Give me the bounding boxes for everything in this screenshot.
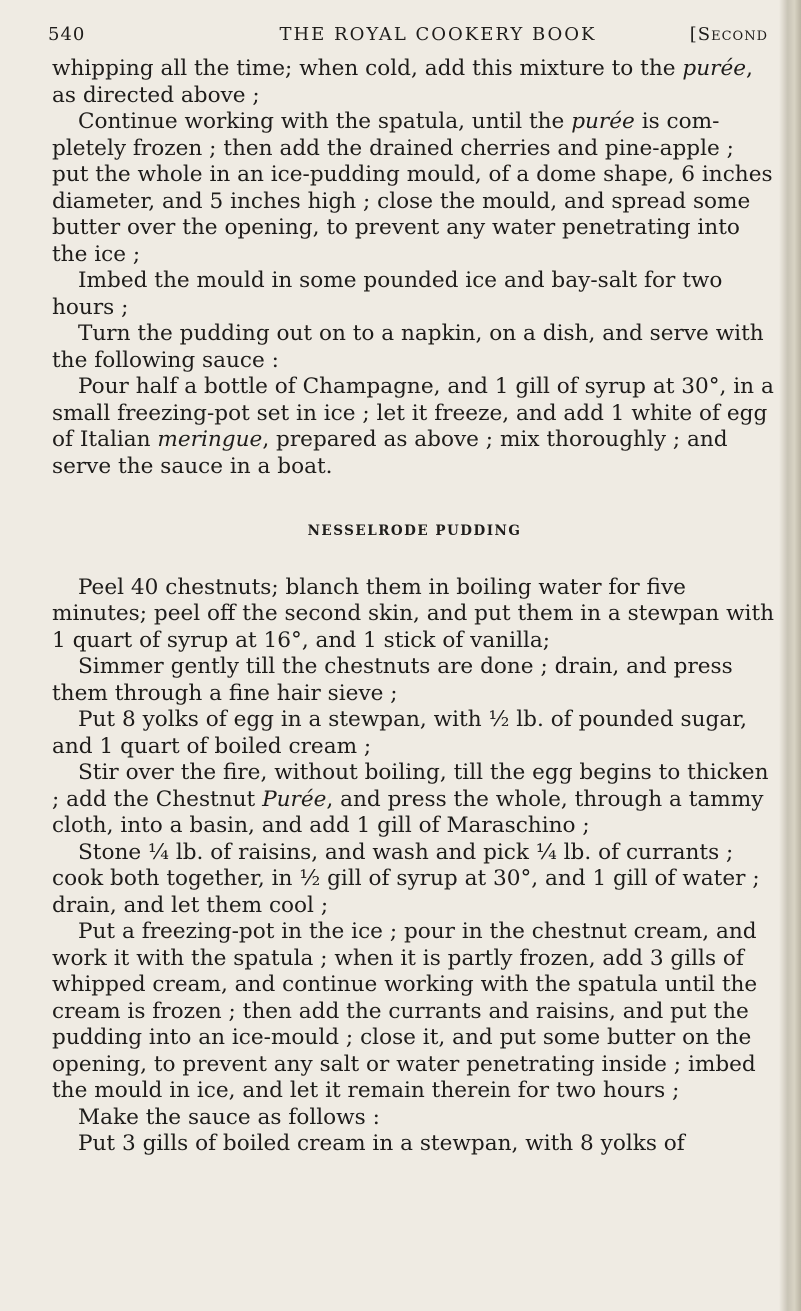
paragraph — [52, 109, 777, 268]
running-title: THE ROYAL COOKERY BOOK — [279, 24, 597, 45]
recipe-text-before — [52, 56, 777, 480]
text-run: Make the sauce as follows : — [78, 1104, 380, 1130]
text-run: Put 3 gills of boiled cream in a stewpan, with 8 yolks of — [78, 1131, 685, 1156]
text-run: whipping all the time; when cold, add this mixture to the — [52, 56, 683, 81]
text-run: Stone ¼ lb. of raisins, and wash and pick ¼ lb. of currants ; cook both together, in ½ gill of syrup at 30°, and 1 gill of water ; drain, and let them cool ; — [52, 839, 760, 918]
page-number: 540 — [48, 24, 86, 45]
paragraph — [52, 268, 777, 321]
text-run: Turn the pudding out on to a napkin, on a dish, and serve with the following sauce : — [52, 321, 764, 373]
text-run: Pour half a bottle of Champagne, and 1 gill of syrup at 30°, in a small freezing-pot set in ice ; let it freeze, and add 1 white of egg of Italian — [52, 374, 774, 452]
paragraph — [52, 1131, 777, 1158]
paragraph — [52, 321, 777, 374]
text-run: , prepared as above ; mix thoroughly ; and serve the sauce in a boat. — [52, 427, 728, 479]
text-run: Peel 40 chestnuts; blanch them in boiling water for five minutes; peel off the second skin, and put them in a stewpan with 1 quart of syrup at 16°, and 1 stick of vanilla; — [52, 574, 775, 653]
paragraph — [52, 840, 777, 920]
recipe-text-after — [52, 575, 777, 1158]
paragraph — [52, 56, 777, 109]
text-run: Stir over the fire, without boiling, till the egg begins to thicken ; add the Chestnut — [52, 760, 769, 812]
section-tag: [Second — [689, 24, 768, 45]
text-run: Continue working with the spatula, until the — [78, 109, 572, 134]
page-edge — [779, 0, 801, 1311]
italic-term: meringue — [157, 427, 263, 452]
text-run: Imbed the mould in some pounded ice and bay-salt for two hours ; — [52, 268, 723, 320]
page-header — [48, 24, 768, 52]
paragraph — [52, 919, 777, 1105]
paragraph — [52, 760, 777, 840]
paragraph — [52, 1105, 777, 1132]
italic-term: purée — [682, 56, 747, 81]
body-text — [52, 56, 777, 1158]
text-run: , and press the whole, through a tammy cloth, into a basin, and add 1 gill of Maraschino ; — [52, 786, 764, 838]
italic-term: Purée — [262, 786, 327, 812]
paragraph — [52, 654, 777, 707]
section-heading: NESSELRODE PUDDING — [307, 523, 522, 539]
text-run: is com- pletely frozen ; then add the drained cherries and pine-apple ; put the whole in an ice-pudding mould, of a dome shape, 6 inches diameter, and 5 inches high ; close the mould, and spread some butter over the opening, to prevent any water penetrating into the ice ; — [52, 109, 773, 267]
paragraph — [52, 575, 777, 655]
paragraph — [52, 374, 777, 480]
italic-term: purée — [571, 109, 635, 134]
paragraph — [52, 707, 777, 760]
text-run: , as directed above ; — [52, 56, 753, 108]
text-run: Put 8 yolks of egg in a stewpan, with ½ lb. of pounded sugar, and 1 quart of boiled cream ; — [52, 707, 748, 759]
text-run: Simmer gently till the chestnuts are done ; drain, and press them through a fine hair sieve ; — [52, 654, 733, 706]
text-run: Put a freezing-pot in the ice ; pour in the chestnut cream, and work it with the spatula ; when it is partly frozen, add 3 gills of whipped cream, and continue working with the spatula until the cream is frozen ; then add the currants and raisins, and put the pudding into an ice-mould ; close it, and put some butter on the opening, to prevent any salt or water penetrating inside ; imbed the mould in ice, and let it remain therein for two hours ; — [52, 919, 758, 1103]
